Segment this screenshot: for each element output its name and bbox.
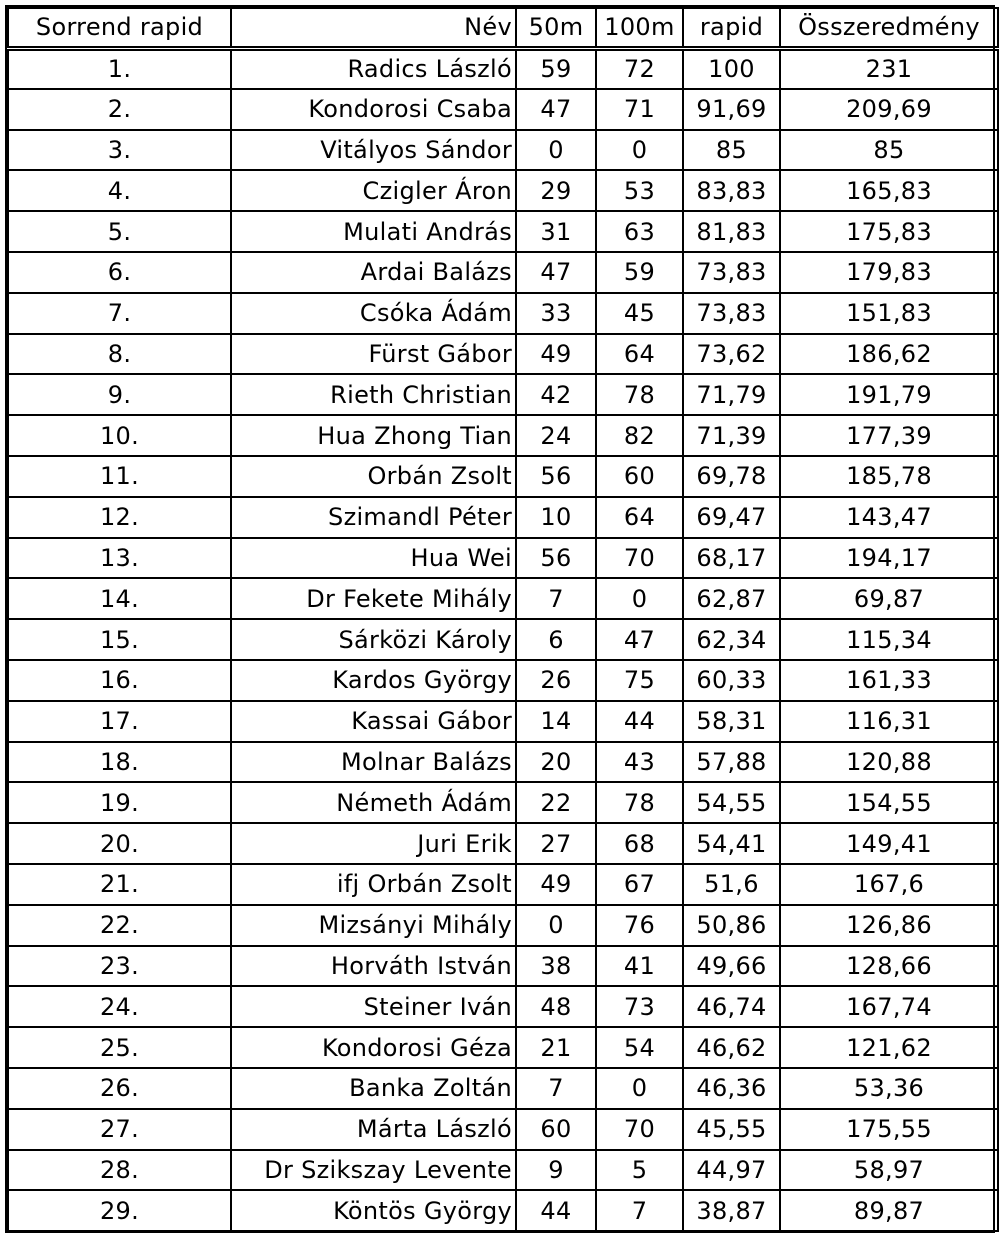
cell-100m: 0	[596, 578, 683, 619]
cell-total: 209,69	[780, 89, 998, 130]
table-row	[8, 89, 998, 130]
cell-50m: 59	[516, 48, 596, 89]
cell-rapid: 51,6	[683, 864, 780, 905]
cell-50m: 0	[516, 905, 596, 946]
table-row	[8, 619, 998, 660]
cell-rank: 18.	[8, 742, 231, 783]
cell-name: Kardos György	[231, 660, 516, 701]
cell-rapid: 46,74	[683, 986, 780, 1027]
cell-100m: 53	[596, 170, 683, 211]
cell-100m: 64	[596, 497, 683, 538]
cell-100m: 64	[596, 334, 683, 375]
cell-total: 85	[780, 130, 998, 171]
cell-rank: 15.	[8, 619, 231, 660]
cell-name: Ardai Balázs	[231, 252, 516, 293]
cell-50m: 26	[516, 660, 596, 701]
table-row	[8, 946, 998, 987]
cell-total: 179,83	[780, 252, 998, 293]
cell-total: 161,33	[780, 660, 998, 701]
cell-50m: 0	[516, 130, 596, 171]
cell-rank: 22.	[8, 905, 231, 946]
table-row	[8, 456, 998, 497]
cell-rapid: 46,62	[683, 1027, 780, 1068]
table-row	[8, 293, 998, 334]
cell-rank: 23.	[8, 946, 231, 987]
cell-name: Rieth Christian	[231, 374, 516, 415]
cell-rapid: 60,33	[683, 660, 780, 701]
cell-name: Kassai Gábor	[231, 701, 516, 742]
table-row	[8, 1109, 998, 1150]
cell-name: Kondorosi Csaba	[231, 89, 516, 130]
cell-50m: 27	[516, 823, 596, 864]
results-table	[7, 7, 999, 1232]
cell-total: 194,17	[780, 538, 998, 579]
table-row	[8, 782, 998, 823]
table-row	[8, 334, 998, 375]
cell-name: Vitályos Sándor	[231, 130, 516, 171]
cell-rank: 10.	[8, 415, 231, 456]
cell-rapid: 62,34	[683, 619, 780, 660]
cell-50m: 44	[516, 1190, 596, 1231]
cell-rapid: 38,87	[683, 1190, 780, 1231]
cell-name: Hua Zhong Tian	[231, 415, 516, 456]
cell-rapid: 58,31	[683, 701, 780, 742]
cell-50m: 56	[516, 456, 596, 497]
cell-rapid: 50,86	[683, 905, 780, 946]
cell-50m: 14	[516, 701, 596, 742]
cell-name: Fürst Gábor	[231, 334, 516, 375]
cell-100m: 41	[596, 946, 683, 987]
cell-rapid: 46,36	[683, 1068, 780, 1109]
cell-name: Dr Szikszay Levente	[231, 1150, 516, 1191]
cell-100m: 7	[596, 1190, 683, 1231]
cell-100m: 47	[596, 619, 683, 660]
cell-50m: 49	[516, 334, 596, 375]
header-row	[8, 8, 998, 48]
cell-100m: 59	[596, 252, 683, 293]
table-row	[8, 905, 998, 946]
cell-100m: 76	[596, 905, 683, 946]
cell-rank: 25.	[8, 1027, 231, 1068]
cell-total: 149,41	[780, 823, 998, 864]
cell-name: Márta László	[231, 1109, 516, 1150]
cell-rapid: 54,41	[683, 823, 780, 864]
cell-100m: 70	[596, 1109, 683, 1150]
cell-50m: 6	[516, 619, 596, 660]
cell-rapid: 54,55	[683, 782, 780, 823]
cell-total: 116,31	[780, 701, 998, 742]
cell-rank: 21.	[8, 864, 231, 905]
cell-total: 165,83	[780, 170, 998, 211]
table-row	[8, 864, 998, 905]
table-row	[8, 1150, 998, 1191]
cell-rank: 20.	[8, 823, 231, 864]
cell-name: Szimandl Péter	[231, 497, 516, 538]
cell-name: Kondorosi Géza	[231, 1027, 516, 1068]
table-row	[8, 538, 998, 579]
table-row	[8, 1027, 998, 1068]
cell-50m: 7	[516, 1068, 596, 1109]
header-rapid: rapid	[683, 8, 780, 48]
cell-name: Czigler Áron	[231, 170, 516, 211]
cell-rank: 24.	[8, 986, 231, 1027]
cell-total: 126,86	[780, 905, 998, 946]
cell-rapid: 83,83	[683, 170, 780, 211]
table-row	[8, 823, 998, 864]
cell-rapid: 91,69	[683, 89, 780, 130]
cell-rank: 6.	[8, 252, 231, 293]
cell-name: Hua Wei	[231, 538, 516, 579]
cell-rank: 14.	[8, 578, 231, 619]
cell-rank: 13.	[8, 538, 231, 579]
results-sheet	[5, 5, 995, 1233]
cell-total: 167,6	[780, 864, 998, 905]
table-header	[8, 8, 998, 48]
cell-100m: 5	[596, 1150, 683, 1191]
cell-name: Mulati András	[231, 211, 516, 252]
cell-rapid: 57,88	[683, 742, 780, 783]
cell-50m: 60	[516, 1109, 596, 1150]
cell-rapid: 68,17	[683, 538, 780, 579]
cell-rank: 16.	[8, 660, 231, 701]
table-row	[8, 415, 998, 456]
cell-total: 167,74	[780, 986, 998, 1027]
cell-100m: 70	[596, 538, 683, 579]
cell-100m: 72	[596, 48, 683, 89]
cell-100m: 60	[596, 456, 683, 497]
cell-100m: 44	[596, 701, 683, 742]
cell-rapid: 85	[683, 130, 780, 171]
table-row	[8, 986, 998, 1027]
cell-rapid: 71,79	[683, 374, 780, 415]
cell-50m: 47	[516, 89, 596, 130]
cell-rapid: 81,83	[683, 211, 780, 252]
cell-total: 89,87	[780, 1190, 998, 1231]
cell-100m: 43	[596, 742, 683, 783]
cell-name: Steiner Iván	[231, 986, 516, 1027]
cell-total: 115,34	[780, 619, 998, 660]
cell-50m: 42	[516, 374, 596, 415]
cell-100m: 73	[596, 986, 683, 1027]
cell-100m: 71	[596, 89, 683, 130]
cell-50m: 9	[516, 1150, 596, 1191]
cell-total: 121,62	[780, 1027, 998, 1068]
cell-rank: 11.	[8, 456, 231, 497]
table-row	[8, 130, 998, 171]
cell-total: 128,66	[780, 946, 998, 987]
cell-name: Csóka Ádám	[231, 293, 516, 334]
cell-total: 191,79	[780, 374, 998, 415]
cell-name: Dr Fekete Mihály	[231, 578, 516, 619]
cell-rank: 19.	[8, 782, 231, 823]
table-row	[8, 48, 998, 89]
cell-100m: 75	[596, 660, 683, 701]
table-row	[8, 578, 998, 619]
cell-50m: 22	[516, 782, 596, 823]
cell-rank: 27.	[8, 1109, 231, 1150]
cell-rank: 17.	[8, 701, 231, 742]
cell-name: Németh Ádám	[231, 782, 516, 823]
cell-name: Banka Zoltán	[231, 1068, 516, 1109]
cell-rank: 7.	[8, 293, 231, 334]
cell-50m: 24	[516, 415, 596, 456]
table-body	[8, 48, 998, 1231]
cell-100m: 54	[596, 1027, 683, 1068]
cell-50m: 33	[516, 293, 596, 334]
cell-rank: 3.	[8, 130, 231, 171]
cell-rank: 2.	[8, 89, 231, 130]
cell-total: 154,55	[780, 782, 998, 823]
cell-name: Orbán Zsolt	[231, 456, 516, 497]
table-row	[8, 211, 998, 252]
cell-rapid: 62,87	[683, 578, 780, 619]
cell-50m: 56	[516, 538, 596, 579]
cell-rapid: 44,97	[683, 1150, 780, 1191]
table-row	[8, 170, 998, 211]
cell-rapid: 69,47	[683, 497, 780, 538]
cell-rapid: 73,62	[683, 334, 780, 375]
cell-100m: 78	[596, 374, 683, 415]
table-row	[8, 497, 998, 538]
cell-total: 186,62	[780, 334, 998, 375]
cell-total: 120,88	[780, 742, 998, 783]
cell-rapid: 100	[683, 48, 780, 89]
cell-name: Radics László	[231, 48, 516, 89]
cell-50m: 29	[516, 170, 596, 211]
cell-total: 143,47	[780, 497, 998, 538]
cell-100m: 68	[596, 823, 683, 864]
table-row	[8, 1190, 998, 1231]
cell-100m: 67	[596, 864, 683, 905]
cell-50m: 38	[516, 946, 596, 987]
header-name: Név	[231, 8, 516, 48]
cell-rank: 9.	[8, 374, 231, 415]
cell-50m: 21	[516, 1027, 596, 1068]
cell-rapid: 45,55	[683, 1109, 780, 1150]
cell-total: 53,36	[780, 1068, 998, 1109]
cell-total: 231	[780, 48, 998, 89]
cell-rank: 29.	[8, 1190, 231, 1231]
header-100m: 100m	[596, 8, 683, 48]
cell-100m: 0	[596, 1068, 683, 1109]
cell-total: 185,78	[780, 456, 998, 497]
cell-total: 177,39	[780, 415, 998, 456]
cell-name: Mizsányi Mihály	[231, 905, 516, 946]
cell-100m: 0	[596, 130, 683, 171]
cell-rapid: 71,39	[683, 415, 780, 456]
cell-rank: 4.	[8, 170, 231, 211]
table-row	[8, 1068, 998, 1109]
cell-rank: 12.	[8, 497, 231, 538]
cell-name: Juri Erik	[231, 823, 516, 864]
cell-100m: 82	[596, 415, 683, 456]
cell-50m: 49	[516, 864, 596, 905]
cell-name: Köntös György	[231, 1190, 516, 1231]
header-total: Összeredmény	[780, 8, 998, 48]
cell-rank: 26.	[8, 1068, 231, 1109]
cell-name: ifj Orbán Zsolt	[231, 864, 516, 905]
cell-name: Horváth István	[231, 946, 516, 987]
table-row	[8, 252, 998, 293]
cell-rank: 1.	[8, 48, 231, 89]
cell-100m: 63	[596, 211, 683, 252]
cell-total: 69,87	[780, 578, 998, 619]
cell-total: 175,55	[780, 1109, 998, 1150]
cell-rapid: 69,78	[683, 456, 780, 497]
cell-100m: 45	[596, 293, 683, 334]
cell-rapid: 49,66	[683, 946, 780, 987]
cell-50m: 10	[516, 497, 596, 538]
table-row	[8, 374, 998, 415]
cell-rank: 5.	[8, 211, 231, 252]
cell-rapid: 73,83	[683, 252, 780, 293]
cell-50m: 31	[516, 211, 596, 252]
cell-rapid: 73,83	[683, 293, 780, 334]
cell-name: Sárközi Károly	[231, 619, 516, 660]
cell-50m: 7	[516, 578, 596, 619]
header-50m: 50m	[516, 8, 596, 48]
cell-50m: 47	[516, 252, 596, 293]
cell-rank: 8.	[8, 334, 231, 375]
cell-total: 175,83	[780, 211, 998, 252]
cell-total: 151,83	[780, 293, 998, 334]
table-row	[8, 742, 998, 783]
cell-name: Molnar Balázs	[231, 742, 516, 783]
table-row	[8, 701, 998, 742]
table-row	[8, 660, 998, 701]
cell-rank: 28.	[8, 1150, 231, 1191]
header-rank: Sorrend rapid	[8, 8, 231, 48]
cell-50m: 48	[516, 986, 596, 1027]
cell-50m: 20	[516, 742, 596, 783]
cell-100m: 78	[596, 782, 683, 823]
cell-total: 58,97	[780, 1150, 998, 1191]
